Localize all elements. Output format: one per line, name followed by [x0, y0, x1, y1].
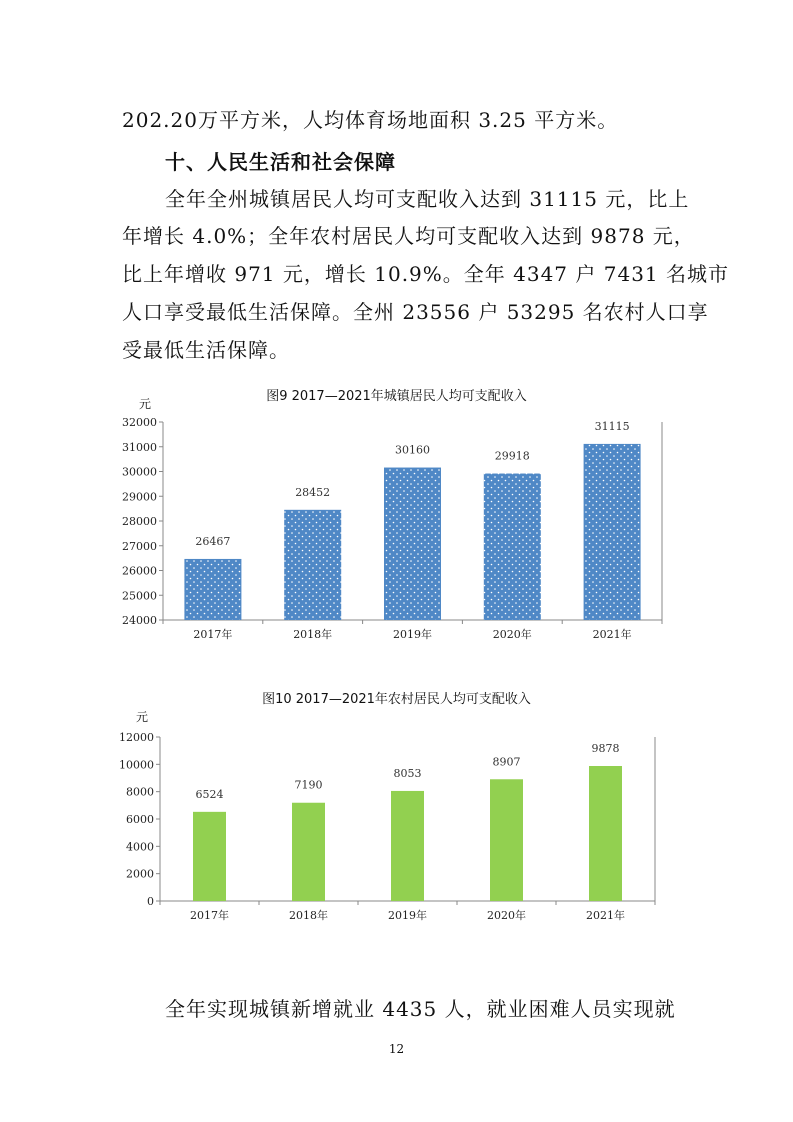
- x-tick-label: 2017年: [193, 628, 233, 641]
- bar: [384, 468, 441, 620]
- y-tick-label: 4000: [126, 840, 154, 854]
- data-label: 30160: [395, 443, 430, 457]
- y-tick-label: 27000: [122, 539, 157, 553]
- data-label: 9878: [591, 742, 620, 756]
- data-label: 8907: [492, 755, 521, 769]
- paragraph-line: 202.20万平方米，人均体育场地面积 3.25 平方米。: [122, 108, 619, 132]
- paragraph-line: 全年全州城镇居民人均可支配收入达到 31115 元，比上: [165, 187, 690, 211]
- paragraph-line: 全年实现城镇新增就业 4435 人，就业困难人员实现就: [165, 997, 676, 1021]
- chart-title: 图10 2017—2021年农村居民人均可支配收入: [262, 692, 531, 707]
- y-tick-label: 12000: [119, 731, 154, 744]
- bar: [184, 559, 241, 620]
- x-tick-label: 2021年: [592, 628, 632, 641]
- y-tick-label: 30000: [122, 465, 157, 479]
- y-tick-label: 2000: [126, 867, 154, 881]
- bar: [391, 791, 424, 901]
- y-axis-label: 元: [135, 710, 149, 724]
- page-number: 12: [388, 1042, 405, 1056]
- data-label: 26467: [195, 534, 231, 548]
- y-tick-label: 31000: [122, 440, 157, 454]
- y-tick-label: 10000: [119, 758, 154, 772]
- data-label: 7190: [294, 778, 323, 792]
- x-tick-label: 2020年: [487, 909, 526, 922]
- y-tick-label: 28000: [122, 515, 157, 528]
- data-label: 29918: [494, 449, 530, 463]
- data-label: 8053: [393, 766, 422, 780]
- y-tick-label: 29000: [122, 490, 157, 504]
- x-tick-label: 2019年: [388, 909, 427, 922]
- section-heading: 十、人民生活和社会保障: [165, 150, 396, 174]
- y-axis-label: 元: [138, 397, 152, 411]
- paragraph-line: 受最低生活保障。: [122, 338, 290, 362]
- rural-income-chart: [0, 700, 793, 940]
- y-tick-label: 8000: [126, 785, 154, 799]
- x-tick-label: 2017年: [190, 909, 229, 922]
- y-tick-label: 26000: [122, 564, 157, 578]
- y-tick-label: 6000: [126, 813, 154, 826]
- data-label: 31115: [594, 419, 630, 433]
- bar: [589, 766, 622, 901]
- paragraph-line: 比上年增收 971 元，增长 10.9%。全年 4347 户 7431 名城市: [122, 262, 730, 286]
- x-tick-label: 2018年: [293, 628, 333, 641]
- y-tick-label: 24000: [122, 614, 157, 627]
- x-tick-label: 2020年: [492, 628, 532, 641]
- y-tick-label: 0: [147, 895, 154, 908]
- x-tick-label: 2021年: [586, 909, 625, 922]
- y-tick-label: 25000: [122, 589, 157, 603]
- bar: [584, 444, 641, 620]
- urban-income-chart: [0, 395, 793, 655]
- bar: [490, 779, 523, 901]
- bar: [292, 803, 325, 901]
- data-label: 6524: [195, 787, 224, 801]
- paragraph-line: 年增长 4.0%；全年农村居民人均可支配收入达到 9878 元，: [122, 224, 695, 248]
- bar: [484, 474, 541, 620]
- bar: [284, 510, 341, 620]
- y-tick-label: 32000: [122, 416, 157, 429]
- x-tick-label: 2019年: [393, 628, 432, 641]
- x-tick-label: 2018年: [289, 909, 328, 922]
- paragraph-line: 人口享受最低生活保障。全州 23556 户 53295 名农村人口享: [122, 300, 709, 324]
- bar: [193, 812, 226, 901]
- chart-title: 图9 2017—2021年城镇居民人均可支配收入: [266, 389, 527, 404]
- data-label: 28452: [295, 485, 331, 499]
